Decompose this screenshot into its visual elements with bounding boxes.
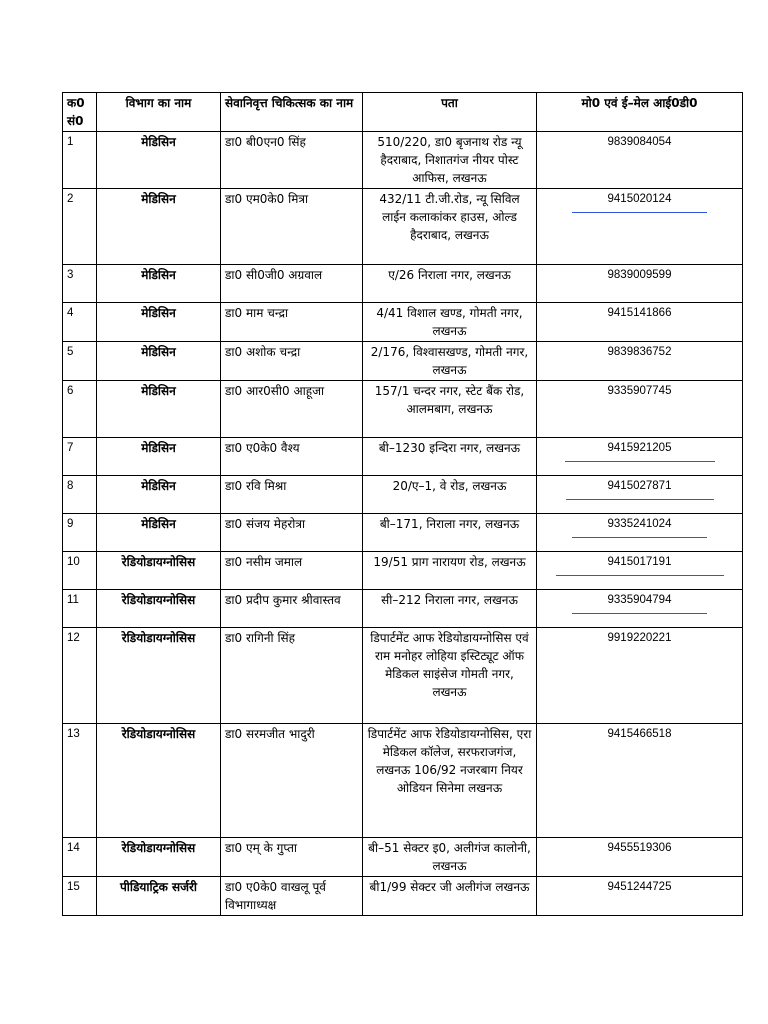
table-row [63, 514, 743, 552]
doctor-name-cell: डा0 रागिनी सिंह [221, 628, 363, 724]
table-header-row [63, 93, 743, 132]
serial-number-cell: 12 [63, 628, 97, 724]
department-cell: रेडियोडायग्नोसिस [97, 724, 221, 838]
phone-number: 9455519306 [607, 842, 672, 854]
department-cell: मेडिसिन [97, 476, 221, 514]
department-cell: मेडिसिन [97, 381, 221, 438]
department-cell: मेडिसिन [97, 132, 221, 189]
phone-number: 9839836752 [607, 346, 672, 358]
contact-cell [537, 438, 743, 476]
phone-number: 9451244725 [607, 881, 672, 893]
header-contact: मो0 एवं ई–मेल आई0डी0 [537, 93, 743, 132]
table-row [63, 590, 743, 628]
retired-doctors-table [62, 92, 743, 916]
address-cell: बी–1230 इन्दिरा नगर, लखनऊ [363, 438, 537, 476]
address-cell: 432/11 टी.जी.रोड, न्यू सिविल लाईन कलाकांकर हाउस, ओल्ड हैदराबाद, लखनऊ [363, 189, 537, 265]
table-row [63, 476, 743, 514]
table-row [63, 342, 743, 381]
address-cell: ए/26 निराला नगर, लखनऊ [363, 265, 537, 303]
contact-cell [537, 381, 743, 438]
address-cell: 19/51 प्राग नारायण रोड, लखनऊ [363, 552, 537, 590]
address-cell: 4/41 विशाल खण्ड, गोमती नगर, लखनऊ [363, 303, 537, 342]
doctor-name-cell: डा0 माम चन्द्रा [221, 303, 363, 342]
department-cell: मेडिसिन [97, 514, 221, 552]
contact-cell [537, 132, 743, 189]
phone-number: 9415020124 [607, 193, 672, 205]
contact-cell [537, 590, 743, 628]
doctor-name-cell: डा0 संजय मेहरोत्रा [221, 514, 363, 552]
serial-number-cell: 4 [63, 303, 97, 342]
serial-number-cell: 6 [63, 381, 97, 438]
contact-cell [537, 476, 743, 514]
address-cell: डिपार्टमेंट आफ रेडियोडायग्नोसिस, एरा मेडिकल कॉलेज, सरफराजगंज, लखनऊ 106/92 नजरबाग नियर ओडियन सिनेमा लखनऊ [363, 724, 537, 838]
contact-cell [537, 189, 743, 265]
doctor-name-cell: डा0 सी0जी0 अग्रवाल [221, 265, 363, 303]
serial-number-cell: 9 [63, 514, 97, 552]
phone-number: 9335904794 [607, 594, 672, 606]
address-cell: सी–212 निराला नगर, लखनऊ [363, 590, 537, 628]
address-cell: बी–51 सेक्टर इ0, अलीगंज कालोनी, लखनऊ [363, 838, 537, 877]
address-cell: 510/220, डा0 बृजनाथ रोड न्यू हैदराबाद, निशातगंज नीयर पोस्ट आफिस, लखनऊ [363, 132, 537, 189]
email-link-underline[interactable] [572, 212, 707, 213]
serial-number-cell: 2 [63, 189, 97, 265]
doctor-name-cell: डा0 प्रदीप कुमार श्रीवास्तव [221, 590, 363, 628]
table-row [63, 265, 743, 303]
table-row [63, 132, 743, 189]
table-row [63, 189, 743, 265]
phone-number: 9919220221 [607, 632, 672, 644]
table-row [63, 438, 743, 476]
address-cell: 157/1 चन्दर नगर, स्टेट बैंक रोड, आलमबाग, लखनऊ [363, 381, 537, 438]
email-link-underline[interactable] [556, 575, 724, 576]
department-cell: रेडियोडायग्नोसिस [97, 552, 221, 590]
department-cell: पीडियाट्रिक सर्जरी [97, 877, 221, 916]
contact-cell [537, 877, 743, 916]
header-department: विभाग का नाम [97, 93, 221, 132]
department-cell: मेडिसिन [97, 342, 221, 381]
address-cell: बी–171, निराला नगर, लखनऊ [363, 514, 537, 552]
table-row [63, 552, 743, 590]
department-cell: मेडिसिन [97, 189, 221, 265]
department-cell: रेडियोडायग्नोसिस [97, 628, 221, 724]
phone-number: 9415027871 [607, 480, 672, 492]
table-row [63, 724, 743, 838]
email-link-underline[interactable] [566, 499, 714, 500]
phone-number: 9839009599 [607, 269, 672, 281]
serial-number-cell: 8 [63, 476, 97, 514]
contact-cell [537, 514, 743, 552]
address-cell: डिपार्टमेंट आफ रेडियोडायग्नोसिस एवं राम मनोहर लोहिया इस्टिट्यूट ऑफ मेडिकल साइंसेज गोमती नगर, लखनऊ [363, 628, 537, 724]
phone-number: 9415466518 [607, 728, 672, 740]
header-address: पता [363, 93, 537, 132]
serial-number-cell: 3 [63, 265, 97, 303]
doctor-name-cell: डा0 एम् के गुप्ता [221, 838, 363, 877]
contact-cell [537, 838, 743, 877]
serial-number-cell: 13 [63, 724, 97, 838]
email-link-underline[interactable] [572, 537, 707, 538]
email-link-underline[interactable] [572, 613, 707, 614]
contact-cell [537, 724, 743, 838]
email-link-underline[interactable] [565, 461, 715, 462]
serial-number-cell: 5 [63, 342, 97, 381]
phone-number: 9415141866 [607, 307, 672, 319]
doctor-name-cell: डा0 बी0एन0 सिंह [221, 132, 363, 189]
department-cell: मेडिसिन [97, 265, 221, 303]
serial-number-cell: 7 [63, 438, 97, 476]
phone-number: 9415017191 [607, 556, 672, 568]
phone-number: 9415921205 [607, 442, 672, 454]
serial-number-cell: 10 [63, 552, 97, 590]
contact-cell [537, 265, 743, 303]
header-doctor-name: सेवानिवृत्त चिकित्सक का नाम [221, 93, 363, 132]
serial-number-cell: 1 [63, 132, 97, 189]
address-cell: बी1/99 सेक्टर जी अलीगंज लखनऊ [363, 877, 537, 916]
phone-number: 9335907745 [607, 385, 672, 397]
doctor-name-cell: डा0 रवि मिश्रा [221, 476, 363, 514]
serial-number-cell: 14 [63, 838, 97, 877]
doctor-name-cell: डा0 नसीम जमाल [221, 552, 363, 590]
contact-cell [537, 628, 743, 724]
doctor-name-cell: डा0 ए0के0 वैश्य [221, 438, 363, 476]
table-row [63, 838, 743, 877]
contact-cell [537, 342, 743, 381]
phone-number: 9839084054 [607, 136, 672, 148]
serial-number-cell: 15 [63, 877, 97, 916]
department-cell: रेडियोडायग्नोसिस [97, 590, 221, 628]
address-cell: 2/176, विश्वासखण्ड, गोमती नगर, लखनऊ [363, 342, 537, 381]
contact-cell [537, 303, 743, 342]
table-row [63, 381, 743, 438]
doctor-name-cell: डा0 सरमजीत भादुरी [221, 724, 363, 838]
serial-number-cell: 11 [63, 590, 97, 628]
header-serial-number: क0 सं0 [63, 93, 97, 132]
contact-cell [537, 552, 743, 590]
table-row [63, 877, 743, 916]
department-cell: मेडिसिन [97, 438, 221, 476]
table-row [63, 628, 743, 724]
phone-number: 9335241024 [607, 518, 672, 530]
doctor-name-cell: डा0 आर0सी0 आहूजा [221, 381, 363, 438]
department-cell: रेडियोडायग्नोसिस [97, 838, 221, 877]
doctor-name-cell: डा0 अशोक चन्द्रा [221, 342, 363, 381]
department-cell: मेडिसिन [97, 303, 221, 342]
table-row [63, 303, 743, 342]
address-cell: 20/ए–1, वे रोड, लखनऊ [363, 476, 537, 514]
table-body [63, 132, 743, 916]
doctor-name-cell: डा0 ए0के0 वाखलू पूर्व विभागाध्यक्ष [221, 877, 363, 916]
doctor-name-cell: डा0 एम0के0 मित्रा [221, 189, 363, 265]
